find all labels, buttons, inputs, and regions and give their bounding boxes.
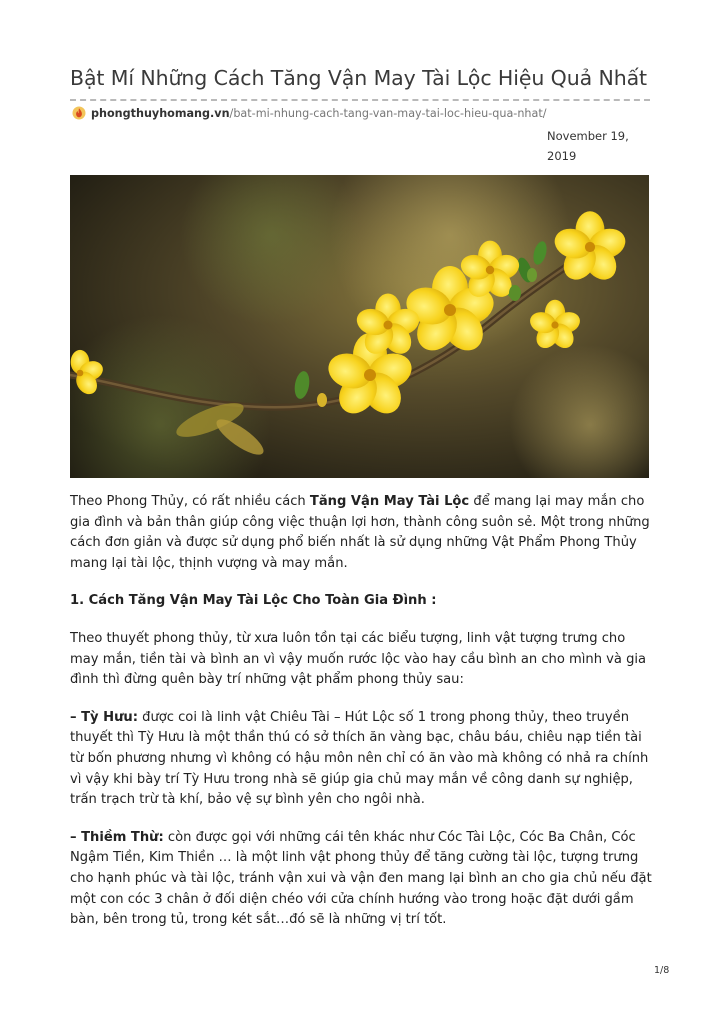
article-body	[70, 492, 654, 948]
flame-logo-icon	[72, 106, 86, 120]
publish-date: November 19, 2019	[547, 129, 629, 163]
item-ty-huu-label: – Tỳ Hưu:	[70, 709, 138, 725]
page-title: Bật Mí Những Cách Tăng Vận May Tài Lộc Hiệu Quả Nhất	[70, 66, 647, 90]
source-path-link[interactable]: /bat-mi-nhung-cach-tang-van-may-tai-loc-hieu-qua-nhat/	[229, 106, 547, 120]
page-indicator: 1/8	[654, 965, 670, 976]
source-line	[72, 104, 547, 122]
intro-paragraph: Theo Phong Thủy, có rất nhiều cách Tăng Vận May Tài Lộc để mang lại may mắn cho gia đình và bản thân giúp công việc thuận lợi hơn, thành công suôn sẻ. Một trong những cách đơn giản và được sử dụng phổ biến nhất là sử dụng những Vật Phẩm Phong Thủy mang lại tài lộc, thịnh vượng và may mắn.	[70, 494, 650, 571]
source-domain-link[interactable]: phongthuyhomang.vn	[91, 106, 230, 120]
item-thiem-thu: – Thiềm Thừ: còn được gọi với những cái tên khác như Cóc Tài Lộc, Cóc Ba Chân, Cóc Ngậm Tiền, Kim Thiền … là một linh vật phong thủy để tăng cường tài lộc, tượng trưng cho hạnh phúc và tài lộc, tránh vận xui và vận đen mang lại bình an cho gia chủ nếu đặt một con cóc 3 chân ở đối diện chéo với cửa chính hướng vào trong hoặc đặt dưới gầm bàn, bên trong tủ, trong két sắt…đó sẽ là những vị trí tốt.	[70, 829, 652, 928]
item-thiem-thu-label: – Thiềm Thừ:	[70, 829, 164, 845]
paragraph-feng-shui: Theo thuyết phong thủy, từ xưa luôn tồn tại các biểu tượng, linh vật tượng trưng cho may mắn, tiền tài và bình an vì vậy muốn rước lộc vào hay cầu bình an cho mình và gia đình thì đừng quên bày trí những vật phẩm phong thủy sau:	[70, 630, 647, 688]
item-ty-huu: – Tỳ Hưu: được coi là linh vật Chiêu Tài – Hút Lộc số 1 trong phong thủy, theo truyền thuyết thì Tỳ Hưu là một thần thú có sở thích ăn vàng bạc, châu báu, chiêu nạp tiền tài từ bốn phương nhưng vì không có hậu môn nên chỉ có ăn vào mà không có nhả ra chính vì vậy khi bày trí Tỳ Hưu trong nhà sẽ giúp gia chủ may mắn về công danh sự nghiệp, trấn trạch trừ tà khí, bảo vệ sự bình yên cho ngôi nhà.	[70, 709, 649, 808]
section-heading: 1. Cách Tăng Vận May Tài Lộc Cho Toàn Gia Đình :	[70, 593, 437, 609]
hero-image	[70, 175, 649, 478]
intro-keyword: Tăng Vận May Tài Lộc	[309, 494, 470, 509]
title-divider	[70, 99, 650, 101]
